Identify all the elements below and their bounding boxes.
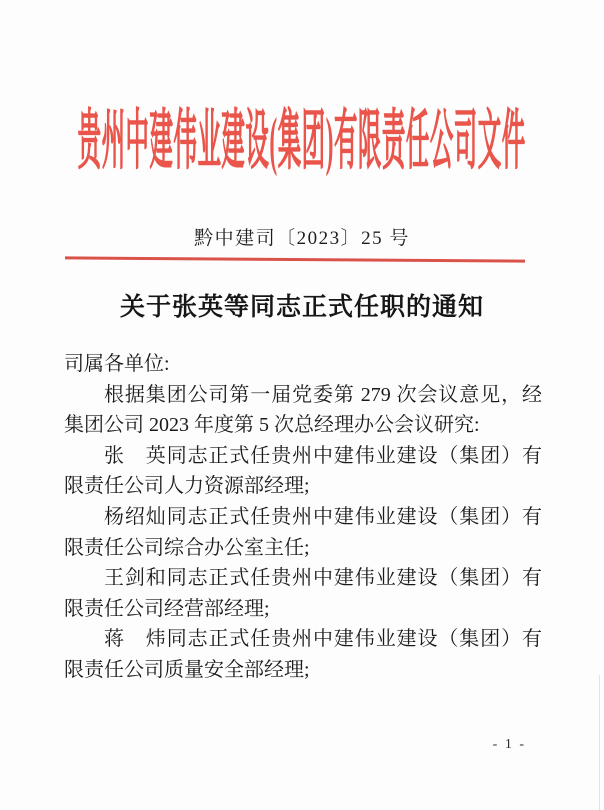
page-number: - 1 - xyxy=(492,737,526,752)
document-body xyxy=(64,349,542,686)
scan-edge-artifact xyxy=(599,675,600,810)
letterhead xyxy=(0,94,604,176)
body-paragraph-appointment-zhangying: 张 英同志正式任贵州中建伟业建设（集团）有限责任公司人力资源部经理; xyxy=(64,444,542,498)
body-paragraph-appointment-jiangwei: 蒋 炜同志正式任贵州中建伟业建设（集团）有限责任公司质量安全部经理; xyxy=(64,628,542,681)
body-paragraph-appointment-wangjianhe: 王剑和同志正式任贵州中建伟业建设（集团）有限责任公司经营部经理; xyxy=(64,567,542,620)
body-paragraph-appointment-yangshaocan: 杨绍灿同志正式任贵州中建伟业建设（集团）有限责任公司综合办公室主任; xyxy=(64,505,542,559)
salutation: 司属各单位: xyxy=(64,353,170,375)
body-paragraph-meeting-basis: 根据集团公司第一届党委第 279 次会议意见，经集团公司 2023 年度第 5 次总经理办公会议研究: xyxy=(64,383,542,437)
document-title: 关于张英等同志正式任职的通知 xyxy=(119,294,484,321)
doc-number: 黔中建司〔2023〕25 号 xyxy=(194,228,410,249)
red-divider-line xyxy=(65,256,525,262)
letterhead-org-title: 贵州中建伟业建设(集团)有限责任公司文件 xyxy=(77,105,527,177)
